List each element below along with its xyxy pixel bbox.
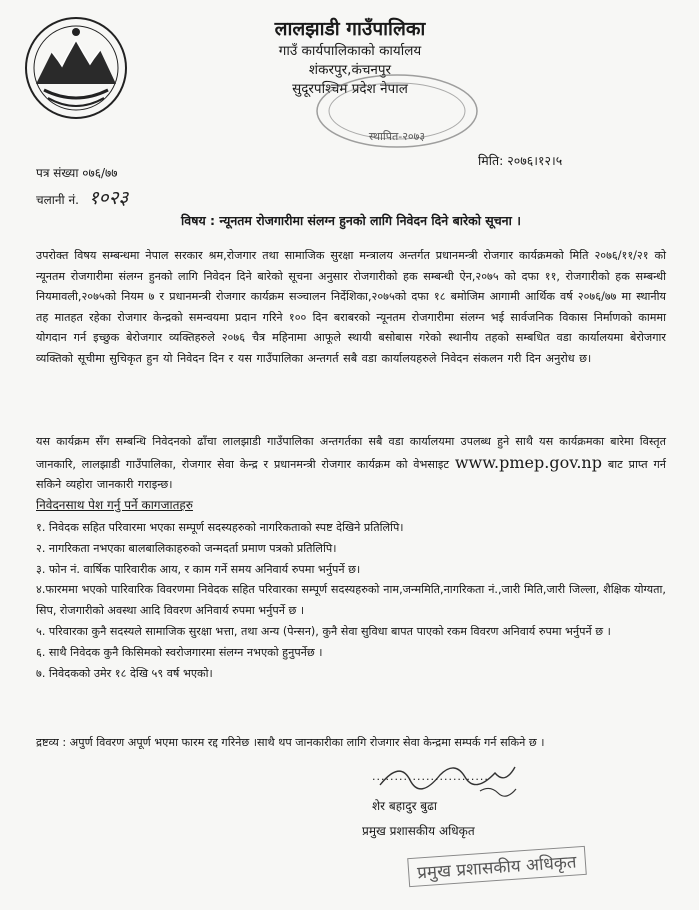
para2-text-before: यस कार्यक्रम सँग सम्बन्धि निवेदनको ढाँचा लालझाडी गाउँपालिका अन्तगर्तका सबै वडा कार्यालयमा उपलब्ध हुने साथै यस कार्यक्रमका बारेमा विस्तृत जानकारि, लालझाडी गाउँपालिका, रोजगार सेवा केन्द्र र प्रधानमन्त्री रोजगार कार्यक्रम को वेभसाइट [36,435,666,471]
signature-line: .......................... [372,770,489,783]
dispatch-number [36,184,128,210]
subject-line: विषय : न्यूनतम रोजगारीमा संलग्न हुनको लागि निवेदन दिने बारेको सूचना । [181,213,521,228]
list-item: ३. फोन नं. वार्षिक पारिवारीक आय, र काम गर्ने समय अनिवार्य रुपमा भर्नुपर्ने छ। [36,562,361,576]
required-documents-title: निवेदनसाथ पेश गर्नु पर्ने कागजातहरु [36,498,193,512]
dispatch-label: चलानी नं. [36,193,79,207]
para2-text-after: बाट प्राप्त गर्न सकिने व्यहोरा जानकारी गराइन्छ। [36,457,667,491]
reference-number: पत्र संख्या ०७६/७७ [36,166,118,180]
website-link[interactable]: www.pmep.gov.np [454,452,602,472]
body-paragraph-1: उपरोक्त विषय सम्बन्धमा नेपाल सरकार श्रम,रोजगार तथा सामाजिक सुरक्षा मन्त्रालय अन्तर्गत प्रधानमन्त्री रोजगार कार्यक्रमको मिति २०७६/११/२१ को न्यूनतम रोजगारीमा संलग्न हुनको लागि निवेदन दिने बारेको सूचना अनुसार रोजगारीको हक सम्बन्धी ऐन,२०७५ को दफा ११, रोजगारीको हक सम्बन्धी नियमावली,२०७५को नियम ७ र प्रधानमन्त्री रोजगार कार्यक्रम सञ्चालन निर्देशिका,२०७५को दफा १८ बमोजिम आगामी आर्थिक वर्ष २०७६/७७ मा स्थानीय तह मातहत रहेका रोजगार केन्द्रको समन्वयमा प्रदान गरिने १०० दिन बराबरको न्यूनतम रोजगारीमा संलग्न भई सार्वजनिक विकास निर्माणको काममा योगदान गर्न इच्छुक बेरोजगार व्यक्तिहरुले २०७६ चैत्र महिनामा आफूले स्थायी बसोबास गरेको स्थानीय तहको सम्बधित वडा कार्यालयमा बेरोजगार व्यक्तिको सूचीमा सुचिकृत हुन यो निवेदन दिन र यस गाउँपालिका अन्तगर्त सबै वडा कार्यालयहरुले निवेदन संकलन गरी दिन अनुरोध छ। [36,249,666,365]
seal-text: स्थापित-२०७३ [368,130,426,143]
body-paragraph-2 [36,432,666,496]
organization-name: लालझाडी गाउँपालिका [274,18,426,40]
signatory-title: प्रमुख प्रशासकीय अधिकृत [362,824,475,838]
required-documents-list [36,518,666,684]
list-item: ५. परिवारका कुनै सदस्यले सामाजिक सुरक्षा भत्ता, तथा अन्य (पेन्सन), कुनै सेवा सुविधा बापत पाएको रकम विवरण अनिवार्य रुपमा भर्नुपर्ने छ । [36,624,611,638]
designation-stamp: प्रमुख प्रशासकीय अधिकृत [407,846,586,887]
signatory-name: शेर बहादुर बुढा [372,799,438,813]
list-item: १. निवेदक सहित परिवारमा भएका सम्पूर्ण सदस्यहरुको नागरिकताको स्पष्ट देखिने प्रतिलिपि। [36,521,404,534]
dispatch-value: १०२३ [88,187,129,209]
nepal-emblem-logo [22,14,130,122]
office-address: शंकरपुर,कंचनपुर [308,62,392,78]
issue-date: मिति: २०७६।१२।५ [478,153,563,168]
list-item: ६. साथै निवेदक कुनै किसिमको स्वरोजगारमा संलग्न नभएको हुनुपर्नेछ । [36,645,323,659]
office-name: गाउँ कार्यपालिकाको कार्यालय [278,43,422,59]
list-item: ७. निवेदकको उमेर १८ देखि ५९ वर्ष भएको। [36,666,213,680]
list-item: ४.फारममा भएको पारिवारिक विवरणमा निवेदक सहित परिवारका सम्पूर्ण सदस्यहरुको नाम,जन्ममिति,नागरिकता नं.,जारी मिति,जारी जिल्ला, शैक्षिक योग्यता, सिप, रोजगारीको अवस्था आदि विवरण अनिवार्य रुपमा भर्नुपर्ने छ । [36,583,666,618]
province-name: सुदूरपश्चिम प्रदेश नेपाल [292,81,408,97]
list-item: २. नागरिकता नभएका बालबालिकाहरुको जन्मदर्ता प्रमाण पत्रको प्रतिलिपि। [36,541,337,555]
office-seal [312,70,482,152]
note-text: द्रष्टव्य : अपुर्ण विवरण अपूर्ण भएमा फारम रद्द गरिनेछ ।साथै थप जानकारीका लागि रोजगार सेवा केन्द्रमा सम्पर्क गर्न सकिने छ । [36,736,545,749]
